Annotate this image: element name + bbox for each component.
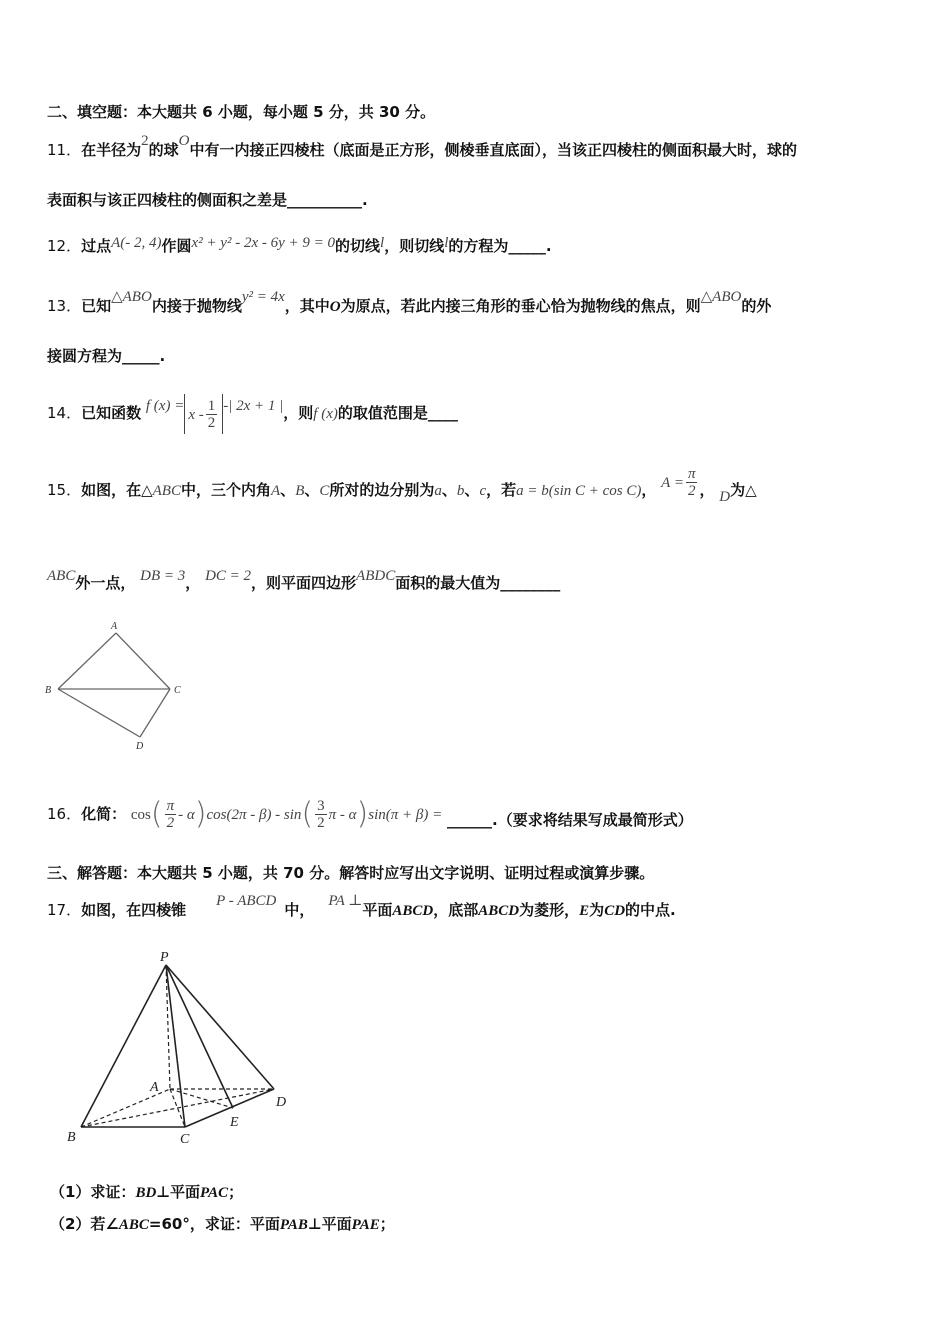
- q11-radius: 2: [141, 133, 149, 149]
- label-a: A: [111, 621, 118, 632]
- q14-x-minus: x -: [188, 406, 204, 423]
- q11-text: 中有一内接正四棱柱（底面是正方形，侧棱垂直底面），当该正四棱柱的侧面积最大时，球的: [189, 141, 797, 159]
- q13-text: ，其中: [284, 297, 330, 315]
- q15-quadrilateral: ABDC: [356, 568, 396, 584]
- q17-base: ABCD: [478, 903, 520, 919]
- q12-line-l: l: [444, 235, 449, 251]
- question-11: [47, 133, 797, 161]
- label-p: P: [160, 950, 169, 965]
- q17-base: ABCD: [392, 903, 434, 919]
- q15-condition: a = b(sin C + cos C): [516, 483, 642, 499]
- q15-side-b: b: [456, 483, 465, 499]
- edge-pd: [166, 965, 274, 1089]
- q13-text: 已知: [81, 297, 112, 315]
- label-b: B: [45, 685, 52, 696]
- q14-text: 的取值范围是____: [337, 404, 458, 422]
- q16-minus-alpha: - α: [178, 807, 195, 823]
- q12-circle-equation: x² + y² - 2x - 6y + 9 = 0: [191, 235, 336, 251]
- q15-triangle: ABC: [152, 483, 181, 499]
- q15-line2: ABC外一点， DB = 3， DC = 2，则平面四边形ABDC面积的最大值为________: [47, 568, 561, 592]
- q13-triangle: △ABO: [700, 289, 742, 305]
- q15-angle-b: B: [295, 483, 305, 499]
- q15-text: ，则平面四边形: [251, 574, 357, 592]
- q15-angle-a: A: [271, 483, 281, 499]
- q15-text: 为△: [730, 481, 757, 499]
- q16-three-over-2: $\frac{3}{2}$: [317, 798, 325, 831]
- q15-text: 如图，在△: [81, 481, 153, 499]
- q17-text: 的中点.: [625, 901, 676, 919]
- question-12: [47, 236, 552, 257]
- q13-text: 内接于抛物线: [151, 297, 242, 315]
- q15-figure: [40, 615, 200, 755]
- q15-dc: DC = 2: [205, 568, 252, 584]
- question-17: [47, 893, 676, 921]
- section-3-header: 三、解答题：本大题共 5 小题，共 70 分。解答时应写出文字说明、证明过程或演算步骤。: [47, 864, 655, 882]
- q16-pi-over-2: $\frac{\pi}{2}$: [166, 798, 175, 831]
- q15-pi-over-2: $\frac{\pi}{2}$: [687, 466, 696, 499]
- q16-pi-minus-alpha: π - α: [328, 807, 357, 823]
- q16-cos: cos: [130, 807, 151, 823]
- part-2-label: （2）若∠: [50, 1215, 119, 1233]
- part-1-label: （1）求证：: [50, 1183, 136, 1201]
- label-c: C: [180, 1132, 190, 1147]
- q11-line2: 表面积与该正四棱柱的侧面积之差是__________.: [47, 191, 368, 209]
- label-c: C: [174, 685, 181, 696]
- q12-point: A(- 2, 4): [111, 235, 162, 251]
- q15-triangle: ABC: [47, 568, 76, 584]
- q17-part-1: （1）求证：BD⊥平面PAC；: [50, 1183, 244, 1201]
- q17-text: ，底部: [433, 901, 479, 919]
- q16-tail: sin(π + β) =: [368, 807, 443, 823]
- q14-function: f (x): [313, 406, 338, 422]
- q15-angle-value: A =: [661, 475, 684, 491]
- question-16: 16．化简： cos( $\frac{\pi}{2}$ - α)cos(2π - β) - sin( $\frac{3}{2}$ π - α)sin(π + β) = ______.（要求将结果写成最简形式）: [47, 796, 693, 832]
- q17-text: 如图，在四棱锥: [81, 901, 187, 919]
- q17-text: 为: [589, 901, 605, 919]
- q17-pyramid: P - ABCD: [216, 893, 277, 909]
- label-d: D: [276, 1095, 287, 1110]
- q16-middle-term: cos(2π - β) - sin: [206, 807, 302, 823]
- q12-text: 过点: [81, 237, 112, 255]
- q13-triangle: △ABO: [111, 289, 152, 305]
- q13-text: 的外: [741, 297, 772, 315]
- q12-text: 的切线: [335, 237, 381, 255]
- label-b: B: [67, 1130, 76, 1145]
- edge-cd: [140, 689, 170, 737]
- q11-number: 11．: [47, 141, 82, 159]
- label-e: E: [230, 1115, 239, 1130]
- q15-text: 外一点，: [75, 574, 136, 592]
- q16-instruction: （要求将结果写成最简形式）: [497, 811, 693, 829]
- q17-pa-perp: PA ⊥: [328, 893, 363, 909]
- q15-text: 面积的最大值为________: [395, 574, 561, 592]
- q17-text: 平面: [362, 901, 393, 919]
- q16-blank: ______.: [447, 811, 498, 829]
- q13-line2: 接圆方程为_____.: [47, 347, 166, 365]
- q12-text: ，则切线: [384, 237, 445, 255]
- q17-figure: [60, 945, 310, 1150]
- q17-point-e: E: [579, 903, 590, 919]
- q11-text: 在半径为: [81, 141, 142, 159]
- q12-text: 的方程为_____.: [448, 237, 552, 255]
- q15-db: DB = 3: [140, 568, 186, 584]
- q14-abs-1: [184, 394, 223, 434]
- q14-minus: -: [223, 398, 229, 414]
- question-13: [47, 289, 772, 317]
- q15-angle-c: C: [319, 483, 330, 499]
- q14-abs-2: | 2x + 1 |: [228, 398, 284, 414]
- q16-number: 16．: [47, 805, 82, 823]
- q17-part-2: （2）若∠ABC=60°，求证：平面PAB⊥平面PAE；: [50, 1215, 395, 1233]
- edge-ae: [170, 1089, 233, 1108]
- q15-point-d: D: [719, 489, 731, 505]
- edge-pb: [81, 965, 166, 1127]
- q14-function: f (x) =: [145, 398, 185, 414]
- q15-text: ，若: [486, 481, 517, 499]
- q13-parabola: y² = 4x: [241, 289, 285, 305]
- q13-text: 为原点，若此内接三角形的垂心恰为抛物线的焦点，则: [340, 297, 701, 315]
- q12-text: 作圆: [161, 237, 192, 255]
- section-2-header: 二、填空题：本大题共 6 小题，每小题 5 分，共 30 分。: [47, 103, 436, 121]
- q15-side-c: c: [479, 483, 487, 499]
- q13-origin: O: [329, 299, 341, 315]
- q16-text: 化简：: [81, 805, 127, 823]
- edge-ab: [58, 633, 116, 689]
- q14-text: 已知函数: [81, 404, 142, 422]
- q15-number: 15．: [47, 481, 82, 499]
- q11-sphere: O: [178, 133, 190, 149]
- q17-segment-cd: CD: [604, 903, 626, 919]
- label-a: A: [150, 1080, 159, 1095]
- q17-number: 17．: [47, 901, 82, 919]
- question-14: [47, 393, 458, 434]
- edge-ac: [116, 633, 170, 689]
- q15-text: 中，三个内角: [180, 481, 271, 499]
- q17-text: 为菱形，: [519, 901, 580, 919]
- q14-text: ，则: [283, 404, 314, 422]
- question-15: 15．如图，在△ABC中，三个内角A、B、C所对的边分别为a、b、c，若a = b(sin C + cos C)， A = $\frac{\pi}{2}$ ， D为△: [47, 466, 757, 505]
- q12-number: 12．: [47, 237, 82, 255]
- q17-text: 中，: [284, 901, 315, 919]
- q13-number: 13．: [47, 297, 82, 315]
- q15-text: 所对的边分别为: [329, 481, 435, 499]
- q14-number: 14．: [47, 404, 82, 422]
- q14-half: $\frac{1}{2}$: [207, 397, 216, 431]
- edge-pe: [166, 965, 233, 1108]
- label-d: D: [136, 741, 144, 752]
- q11-text: 的球: [148, 141, 179, 159]
- q15-side-a: a: [434, 483, 442, 499]
- edge-bd: [81, 1089, 274, 1127]
- q12-line-l: l: [380, 235, 385, 251]
- edge-bd: [58, 689, 140, 737]
